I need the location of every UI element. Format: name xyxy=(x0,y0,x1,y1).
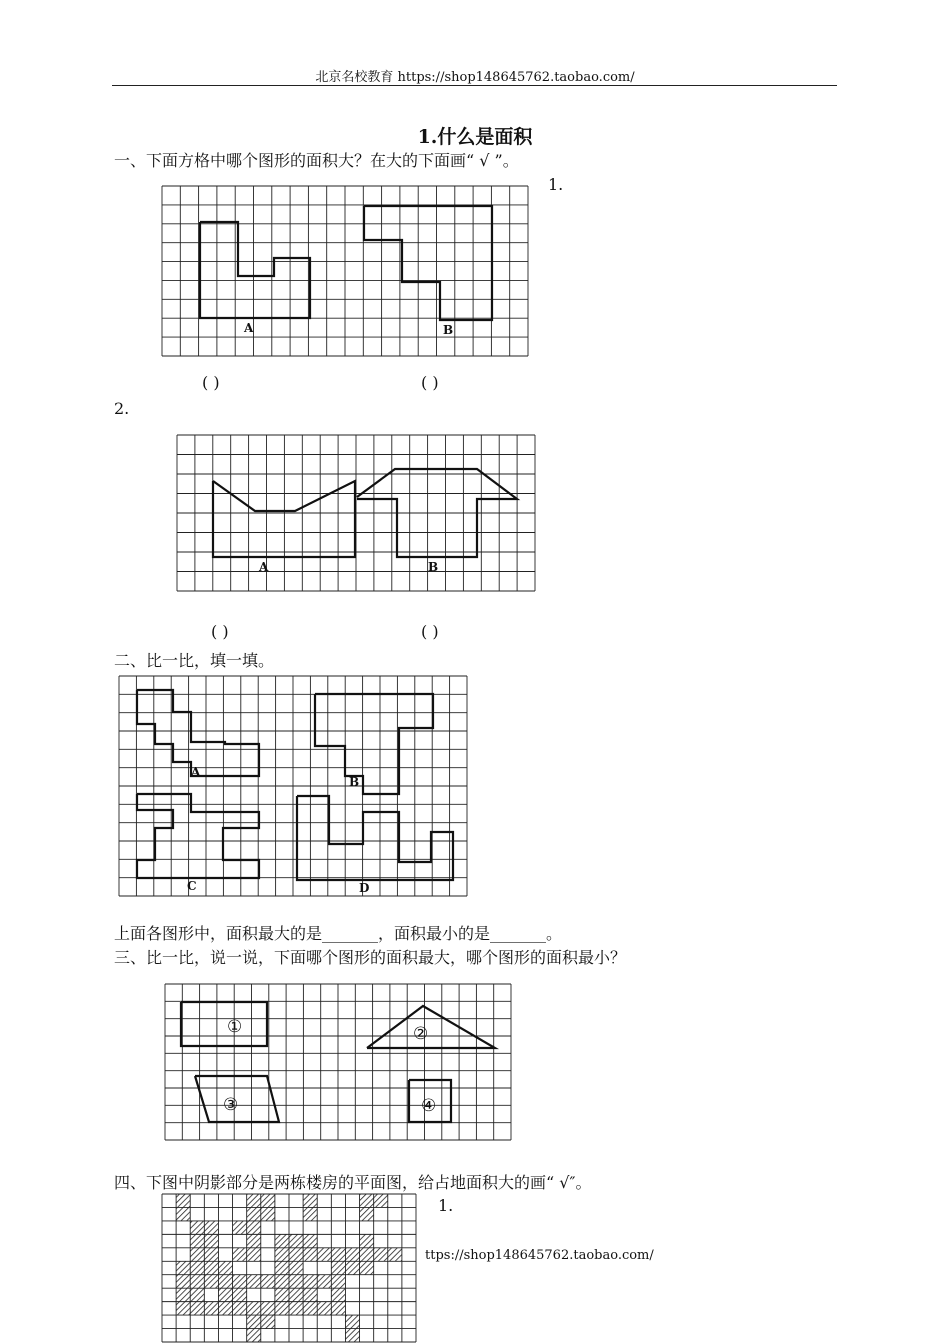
shaded-cell xyxy=(289,1275,303,1288)
q2-label-b: B xyxy=(428,560,439,574)
shaded-cell xyxy=(360,1234,374,1247)
shaded-cell xyxy=(317,1302,331,1315)
section2-shape-b xyxy=(315,694,433,794)
section3-grid-figure xyxy=(165,984,513,1144)
q1-grid-figure xyxy=(162,186,530,358)
shaded-cell xyxy=(176,1302,190,1315)
q1-answer-b[interactable]: ( ) xyxy=(421,373,439,392)
shaded-cell xyxy=(247,1207,261,1220)
shaded-cell xyxy=(331,1248,345,1261)
shaded-cell xyxy=(303,1194,317,1207)
shaded-cell xyxy=(289,1248,303,1261)
shaded-cell xyxy=(289,1302,303,1315)
section3-label-2: ② xyxy=(413,1024,429,1044)
section2-fill-blank[interactable]: 上面各图形中，面积最大的是_______，面积最小的是_______。 xyxy=(114,924,563,943)
section2-shape-d xyxy=(297,796,453,880)
shaded-cell xyxy=(261,1207,275,1220)
shaded-cell xyxy=(190,1302,204,1315)
shaded-cell xyxy=(289,1288,303,1301)
shaded-cell xyxy=(204,1261,218,1274)
shaded-cell xyxy=(275,1302,289,1315)
shaded-cell xyxy=(218,1275,232,1288)
shaded-cell xyxy=(204,1275,218,1288)
section3-prompt: 三、比一比，说一说，下面哪个图形的面积最大，哪个图形的面积最小？ xyxy=(114,948,627,967)
shaded-cell xyxy=(289,1261,303,1274)
shaded-cell xyxy=(374,1248,388,1261)
section2-label-c: C xyxy=(187,879,197,893)
q1-label-b: B xyxy=(443,323,454,337)
footer-url: ttps://shop148645762.taobao.com/ xyxy=(425,1248,654,1263)
shaded-cell xyxy=(218,1288,232,1301)
shaded-cell xyxy=(345,1329,359,1342)
shaded-cell xyxy=(204,1221,218,1234)
shaded-cell xyxy=(190,1248,204,1261)
section2-label-d: D xyxy=(359,881,370,895)
shaded-cell xyxy=(275,1275,289,1288)
shaded-cell xyxy=(331,1275,345,1288)
q2-grid-figure xyxy=(177,435,537,595)
shaded-cell xyxy=(247,1315,261,1328)
shaded-cell xyxy=(360,1194,374,1207)
shaded-cell xyxy=(247,1194,261,1207)
shaded-cell xyxy=(303,1234,317,1247)
section4-grid-figure xyxy=(162,1194,418,1344)
shaded-cell xyxy=(247,1275,261,1288)
shaded-cell xyxy=(190,1288,204,1301)
shaded-cell xyxy=(261,1302,275,1315)
shaded-cell xyxy=(360,1207,374,1220)
shaded-cell xyxy=(204,1234,218,1247)
q2-answer-a[interactable]: ( ) xyxy=(211,622,229,641)
q2-label-a: A xyxy=(259,560,269,574)
page-title: 1.什么是面积 xyxy=(417,126,533,148)
q1-answer-a[interactable]: ( ) xyxy=(202,373,220,392)
shaded-cell xyxy=(374,1194,388,1207)
shaded-cell xyxy=(218,1261,232,1274)
section4-prompt: 四、下图中阴影部分是两栋楼房的平面图，给占地面积大的画“ √″。 xyxy=(114,1173,592,1192)
section3-label-3: ③ xyxy=(223,1095,239,1115)
section2-prompt: 二、比一比，填一填。 xyxy=(114,651,275,670)
section1-prompt: 一、下面方格中哪个图形的面积大？在大的下面画“ √ ”。 xyxy=(114,151,519,170)
section2-grid-figure xyxy=(119,676,469,898)
shaded-cell xyxy=(218,1302,232,1315)
shaded-cell xyxy=(247,1248,261,1261)
section2-label-a: A xyxy=(191,765,201,779)
shaded-cell xyxy=(360,1261,374,1274)
section3-shape-1 xyxy=(181,1002,267,1046)
shaded-cell xyxy=(303,1207,317,1220)
shaded-cell xyxy=(275,1261,289,1274)
shaded-cell xyxy=(190,1234,204,1247)
shaded-cell xyxy=(190,1221,204,1234)
shaded-cell xyxy=(303,1288,317,1301)
shaded-cell xyxy=(190,1261,204,1274)
shaded-cell xyxy=(247,1221,261,1234)
shaded-cell xyxy=(176,1207,190,1220)
shaded-cell xyxy=(233,1248,247,1261)
section3-shape-2 xyxy=(367,1006,495,1048)
shaded-cell xyxy=(176,1194,190,1207)
shaded-cell xyxy=(289,1234,303,1247)
q1-label-a: A xyxy=(244,321,254,335)
shaded-cell xyxy=(190,1275,204,1288)
shaded-cell xyxy=(275,1248,289,1261)
shaded-cell xyxy=(331,1288,345,1301)
q2-answer-b[interactable]: ( ) xyxy=(421,622,439,641)
shaded-cell xyxy=(275,1234,289,1247)
shaded-cell xyxy=(233,1288,247,1301)
shaded-cell xyxy=(247,1234,261,1247)
shaded-cell xyxy=(261,1194,275,1207)
shaded-cell xyxy=(345,1248,359,1261)
q1-number: 1. xyxy=(548,175,564,194)
shaded-cell xyxy=(360,1248,374,1261)
shaded-cell xyxy=(331,1261,345,1274)
shaded-cell xyxy=(247,1329,261,1342)
shaded-cell xyxy=(176,1261,190,1274)
shaded-cell xyxy=(345,1315,359,1328)
shaded-cell xyxy=(204,1248,218,1261)
shaded-cell xyxy=(303,1248,317,1261)
section2-label-b: B xyxy=(349,775,360,789)
section3-label-4: ④ xyxy=(421,1096,437,1116)
header-divider xyxy=(112,85,837,86)
shaded-cell xyxy=(261,1275,275,1288)
shaded-cell xyxy=(261,1315,275,1328)
shaded-cell xyxy=(388,1248,402,1261)
section3-grid xyxy=(165,984,511,1140)
page-header: 北京名校教育 https://shop148645762.taobao.com/ xyxy=(315,70,635,85)
shaded-cell xyxy=(176,1288,190,1301)
shaded-cell xyxy=(303,1302,317,1315)
q2-number: 2. xyxy=(114,399,130,418)
section4-number: 1. xyxy=(438,1196,454,1215)
shaded-cell xyxy=(247,1302,261,1315)
shaded-cell xyxy=(275,1288,289,1301)
shaded-cell xyxy=(317,1275,331,1288)
shaded-cell xyxy=(303,1275,317,1288)
shaded-cell xyxy=(176,1275,190,1288)
shaded-cell xyxy=(233,1221,247,1234)
shaded-cell xyxy=(233,1302,247,1315)
shaded-cell xyxy=(317,1248,331,1261)
shaded-cell xyxy=(331,1302,345,1315)
section3-label-1: ① xyxy=(227,1017,243,1037)
q1-grid xyxy=(162,186,528,356)
shaded-cell xyxy=(204,1302,218,1315)
shaded-cell xyxy=(233,1275,247,1288)
shaded-cell xyxy=(345,1261,359,1274)
